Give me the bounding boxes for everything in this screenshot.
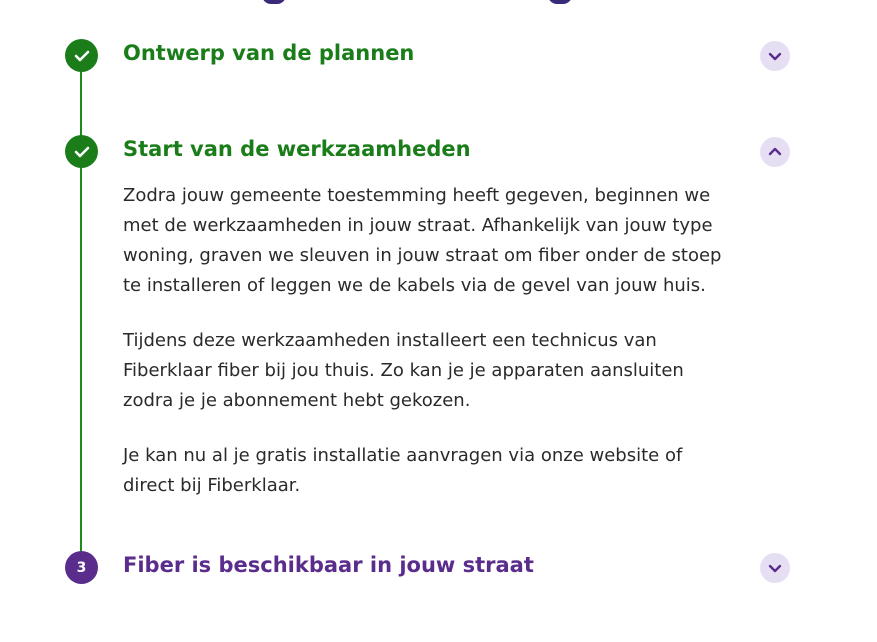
chevron-down-icon [768, 51, 782, 61]
step-complete-marker [65, 39, 98, 72]
checkmark-icon [74, 146, 90, 158]
collapse-toggle-button[interactable] [760, 137, 790, 167]
step-description-paragraph: Je kan nu al je gratis installatie aanvragen via onze website of direct bij Fiberklaar. [123, 445, 683, 496]
step-title[interactable]: Fiber is beschikbaar in jouw straat [123, 553, 534, 577]
step-description-paragraph: Zodra jouw gemeente toestemming heeft gegeven, beginnen we met de werkzaamheden in jouw straat. Afhankelijk van jouw type woning, graven we sleuven in jouw straat om fiber onder de stoep te installeren of leggen we de kabels via de gevel van jouw huis. [123, 185, 722, 296]
cropped-heading-fragment [262, 0, 286, 4]
expand-toggle-button[interactable] [760, 553, 790, 583]
chevron-down-icon [768, 563, 782, 573]
step-number-marker: 3 [65, 551, 98, 584]
expand-toggle-button[interactable] [760, 41, 790, 71]
step-description-paragraph: Tijdens deze werkzaamheden installeert een technicus van Fiberklaar fiber bij jou thuis. Zo kan je je apparaten aansluiten zodra je je abonnement hebt gekozen. [123, 330, 684, 411]
step-title[interactable]: Start van de werkzaamheden [123, 137, 471, 161]
step-title[interactable]: Ontwerp van de plannen [123, 41, 415, 65]
checkmark-icon [74, 50, 90, 62]
chevron-up-icon [768, 147, 782, 157]
step-complete-marker [65, 135, 98, 168]
cropped-heading-fragment [548, 0, 572, 4]
